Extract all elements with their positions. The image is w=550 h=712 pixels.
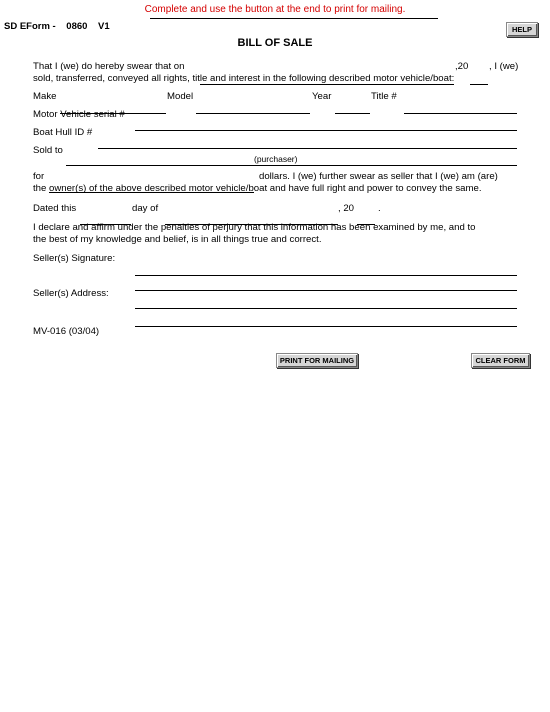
address-field-line-1[interactable] bbox=[135, 296, 517, 309]
sold-to-label: Sold to bbox=[33, 145, 63, 156]
clear-form-button[interactable]: CLEAR FORM bbox=[471, 353, 530, 368]
swear-tail-text: , I (we) bbox=[489, 61, 519, 72]
form-code: MV-016 (03/04) bbox=[33, 326, 100, 337]
address-field-line-2[interactable] bbox=[135, 314, 517, 327]
year-label: Year bbox=[312, 91, 332, 102]
signature-label: Seller(s) Signature: bbox=[33, 253, 116, 264]
title-number-label: Title # bbox=[371, 91, 397, 102]
for-label: for bbox=[33, 171, 45, 182]
model-field[interactable] bbox=[196, 101, 310, 114]
dated-label: Dated this bbox=[33, 203, 77, 214]
hull-id-field[interactable] bbox=[98, 136, 517, 149]
declaration-line-1: I declare and affirm under the penalties of perjury that this information has been examined by me, and to bbox=[33, 222, 476, 233]
year-prefix-text: ,20 bbox=[455, 61, 469, 72]
swear-lead-text: That I (we) do hereby swear that on bbox=[33, 61, 185, 72]
year-field[interactable] bbox=[335, 101, 370, 114]
hull-id-label: Boat Hull ID # bbox=[33, 127, 93, 138]
form-id-version: V1 bbox=[98, 21, 110, 32]
address-label: Seller(s) Address: bbox=[33, 288, 109, 299]
page-title: BILL OF SALE bbox=[237, 37, 313, 49]
day-of-label: day of bbox=[132, 203, 159, 214]
banner-underline bbox=[150, 18, 438, 19]
purchaser-caption: (purchaser) bbox=[254, 154, 298, 164]
ownership-statement: the owner(s) of the above described motor vehicle/boat and have full right and power to convey the same. bbox=[33, 183, 482, 194]
serial-field[interactable] bbox=[135, 118, 517, 131]
declaration-line-2: the best of my knowledge and belief, is in all things true and correct. bbox=[33, 234, 322, 245]
sale-year-field[interactable] bbox=[470, 72, 488, 85]
form-id-label: SD EForm - bbox=[4, 21, 56, 32]
help-button[interactable]: HELP bbox=[506, 22, 538, 37]
print-for-mailing-button[interactable]: PRINT FOR MAILING bbox=[276, 353, 358, 368]
print-instruction-banner: Complete and use the button at the end to print for mailing. bbox=[144, 4, 406, 15]
make-label: Make bbox=[33, 91, 57, 102]
signature-field-line-1[interactable] bbox=[135, 263, 517, 276]
signature-field-line-2[interactable] bbox=[135, 278, 517, 291]
transfer-statement: sold, transferred, conveyed all rights, title and interest in the following described motor vehicle/boat: bbox=[33, 73, 455, 84]
form-id bbox=[4, 21, 110, 32]
form-id-number: 0860 bbox=[66, 21, 88, 32]
model-label: Model bbox=[167, 91, 194, 102]
title-number-field[interactable] bbox=[404, 101, 517, 114]
dollars-text: dollars. I (we) further swear as seller that I (we) am (are) bbox=[259, 171, 498, 182]
dated-end-period: . bbox=[378, 203, 381, 214]
dated-year-prefix: , 20 bbox=[338, 203, 355, 214]
serial-label: Motor Vehicle serial # bbox=[33, 109, 125, 120]
